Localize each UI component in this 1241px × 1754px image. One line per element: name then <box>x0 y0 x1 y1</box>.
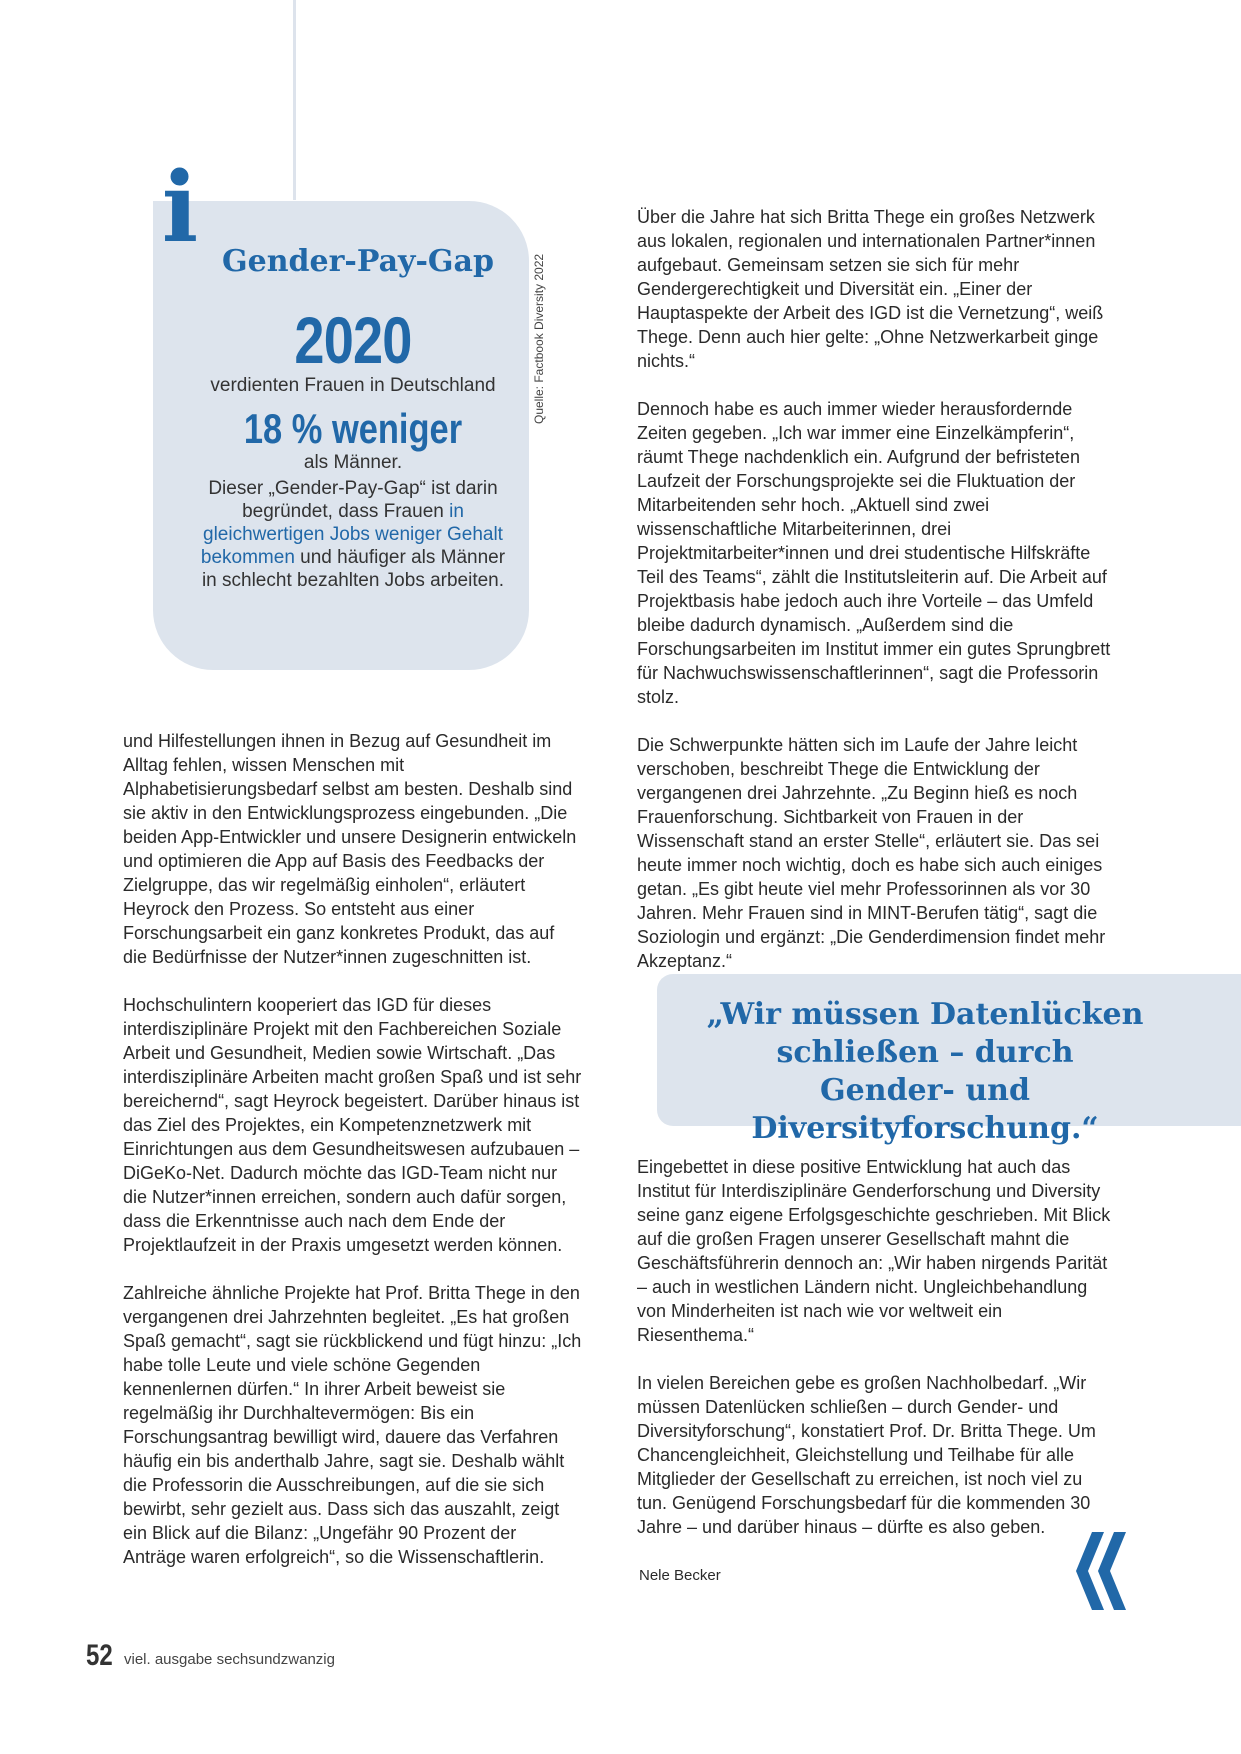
info-box-subtitle: verdienten Frauen in Deutschland <box>210 375 496 396</box>
info-box-percentage: 18 % weniger <box>243 405 463 452</box>
paragraph: Die Schwerpunkte hätten sich im Laufe der Jahre leicht verschoben, beschreibt Thege die Entwicklung der vergangenen drei Jahrzehnte. „Zu Beginn hieß es noch Frauenforschung. Sichtbarkeit von Frauen in der Wissenschaft stand an erster Stelle“, erläutert sie. Das sei heute immer noch wichtig, doch es habe sich auch einiges getan. „Es gibt heute viel mehr Professorinnen als vor 30 Jahren. Mehr Frauen sind in MINT-Berufen tätig“, sagt die Soziologin und ergänzt: „Die Genderdimension findet mehr Akzeptanz.“ <box>637 735 1106 971</box>
paragraph: In vielen Bereichen gebe es großen Nachholbedarf. „Wir müssen Datenlücken schließen – durch Gender- und Diversityforschung“, konstatiert Prof. Dr. Britta Thege. Um Chancengleichheit, Gleichstellung und Teilhabe für alle Mitglieder der Gesellschaft zu erreichen, ist noch viel zu tun. Genügend Forschungsbedarf für die kommenden 30 Jahre – und darüber hinaus – dürfte es also geben. <box>637 1373 1096 1537</box>
info-box-body-text-1: Dieser „Gender-Pay-Gap“ ist darin begründet, dass Frauen <box>208 478 498 522</box>
info-box-body-highlight: in gleichwertigen Jobs weniger Gehalt bekommen <box>200 501 503 568</box>
paragraph: Hochschulintern kooperiert das IGD für dieses interdisziplinäre Projekt mit den Fachbereichen Soziale Arbeit und Gesundheit, Medien sowie Wirtschaft. „Das interdisziplinäre Arbeiten macht großen Spaß und ist sehr bereichernd“, sagt Heyrock begeistert. Darüber hinaus ist das Ziel des Projektes, ein Kompetenznetzwerk mit Einrichtungen aus dem Gesundheitswesen aufzubauen – DiGeKo-Net. Dadurch möchte das IGD-Team nicht nur die Nutzer*innen erreichen, sondern auch dafür sorgen, dass die Erkenntnisse auch nach dem Ende der Projektlaufzeit in der Praxis umgesetzt werden können. <box>123 995 582 1255</box>
paragraph: und Hilfestellungen ihnen in Bezug auf Gesundheit im Alltag fehlen, wissen Menschen mit Alphabetisierungsbedarf selbst am besten. Deshalb sind sie aktiv in den Entwicklungsprozess eingebunden. „Die beiden App-Entwickler und unsere Designerin entwickeln und optimieren die App auf Basis des Feedbacks der Zielgruppe, das wir regelmäßig einholen“, erläutert Heyrock den Prozess. So entsteht aus einer Forschungsarbeit ein ganz konkretes Produkt, das auf die Bedürfnisse der Nutzer*innen zugeschnitten ist. <box>123 731 577 967</box>
paragraph: Zahlreiche ähnliche Projekte hat Prof. Britta Thege in den vergangenen drei Jahrzehnten begleitet. „Es hat großen Spaß gemacht“, sagt sie rückblickend und fügt hinzu: „Ich habe tolle Leute und viele schöne Gegenden kennenlernen dürfen.“ In ihrer Arbeit beweist sie regelmäßig ihr Durchhaltevermögen: Bis ein Forschungsantrag bewilligt wird, dauere das Verfahren häufig ein bis anderthalb Jahre, sagt sie. Deshalb wählt die Professorin die Ausschreibungen, auf die sie sich bewirbt, sehr gezielt aus. Dass sich das auszahlt, zeigt ein Blick auf die Bilanz: „Ungefähr 90 Prozent der Anträge waren erfolgreich“, so die Wissenschaftlerin. <box>123 1283 582 1567</box>
info-box-body <box>195 477 511 592</box>
author-name: Nele Becker <box>639 1567 721 1584</box>
info-box-comparison: als Männer. <box>303 452 403 473</box>
info-box-body-text-2: und häufiger als Männer in schlecht bezahlten Jobs arbeiten. <box>201 547 506 591</box>
left-column <box>123 729 583 1593</box>
paragraph: Dennoch habe es auch immer wieder herausfordernde Zeiten gegeben. „Ich war immer eine Einzelkämpferin“, räumt Thege nachdenklich ein. Aufgrund der befristeten Laufzeit der Forschungsprojekte sei die Fluktuation der Mitarbeitenden sehr hoch. „Aktuell sind zwei wissenschaftliche Mitarbeiterinnen, drei Projektmitarbeiter*innen und drei studentische Hilfskräfte Teil des Teams“, zählt die Institutsleiterin auf. Die Arbeit auf Projektbasis habe jedoch auch ihre Vorteile – das Umfeld bleibe dadurch dynamisch. „Außerdem sind die Forschungsarbeiten im Institut immer ein gutes Sprungbrett für Nachwuchswissenschaftlerinnen“, sagt die Professorin stolz. <box>637 399 1111 707</box>
pull-quote: „Wir müssen Datenlücken schließen – durch Gender- und Diversityforschung.“ <box>706 997 1144 1146</box>
source-credit: Quelle: Factbook Diversity 2022 <box>532 253 546 424</box>
decorative-vertical-line <box>293 0 296 200</box>
info-i-icon: i <box>161 151 199 264</box>
info-box-year: 2020 <box>294 303 412 377</box>
double-chevron-end-icon <box>1070 1530 1130 1612</box>
paragraph: Über die Jahre hat sich Britta Thege ein großes Netzwerk aus lokalen, regionalen und internationalen Partner*innen aufgebaut. Gemeinsam setzen sie sich für mehr Gendergerechtigkeit und Diversität ein. „Einer der Hauptaspekte der Arbeit des IGD ist die Vernetzung“, weiß Thege. Denn auch hier gelte: „Ohne Netzwerkarbeit ginge nichts.“ <box>637 207 1104 371</box>
page-number: 52 <box>86 1639 113 1672</box>
footer-publication-label: viel. ausgabe sechsundzwanzig <box>124 1651 335 1668</box>
right-column-bottom <box>637 1155 1117 1563</box>
info-box-title: Gender-Pay-Gap <box>222 244 494 279</box>
paragraph: Eingebettet in diese positive Entwicklung hat auch das Institut für Interdisziplinäre Genderforschung und Diversity seine ganz eigene Erfolgsgeschichte geschrieben. Mit Blick auf die großen Fragen unserer Gesellschaft mahnt die Geschäftsführerin dennoch an: „Wir haben nirgends Parität – auch in westlichen Ländern nicht. Ungleichbehandlung von Minderheiten ist nach wie vor weltweit ein Riesenthema.“ <box>637 1157 1111 1345</box>
right-column-top <box>637 205 1117 997</box>
